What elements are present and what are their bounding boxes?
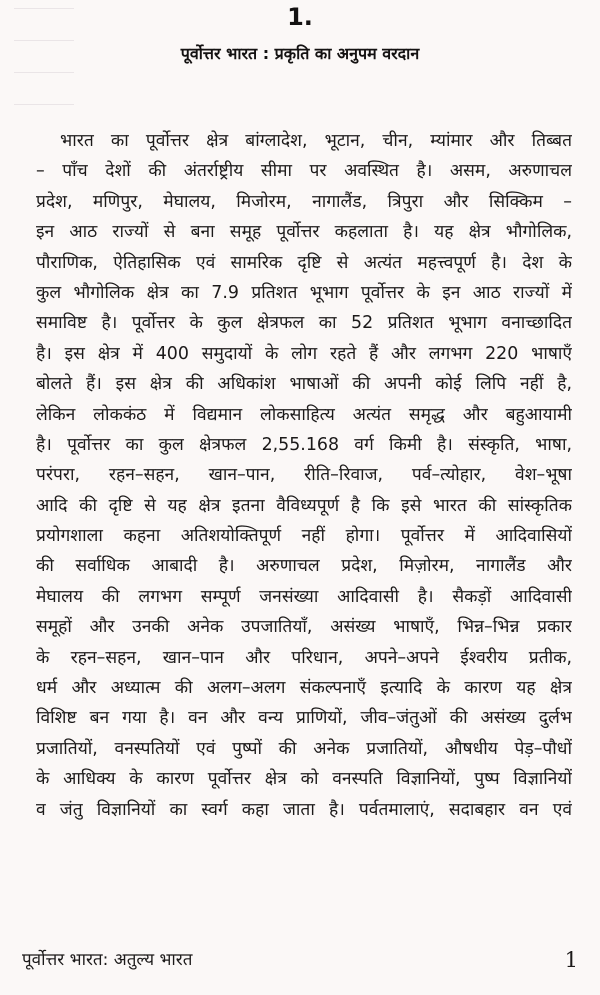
running-title: पूर्वोत्तर भारत: अतुल्य भारत — [22, 950, 193, 970]
body-line: कुल भौगोलिक क्षेत्र का 7.9 प्रतिशत भूभाग पूर्वोत्तर के इन आठ राज्यों में — [36, 282, 572, 303]
body-line: के आधिक्य के कारण पूर्वोत्तर क्षेत्र को वनस्पति विज्ञानियों, पुष्प विज्ञानियों — [36, 769, 572, 790]
body-line: पौराणिक, ऐतिहासिक एवं सामरिक दृष्टि से अत्यंत महत्त्वपूर्ण है। देश के — [36, 252, 572, 273]
body-line: की सर्वाधिक आबादी है। अरुणाचल प्रदेश, मिज़ोरम, नागालैंड और — [36, 556, 572, 577]
body-line: भारत का पूर्वोत्तर क्षेत्र बांग्लादेश, भूटान, चीन, म्यांमार और तिब्बत — [60, 131, 572, 151]
body-line: प्रदेश, मणिपुर, मेघालय, मिजोरम, नागालैंड, त्रिपुरा और सिक्किम – — [36, 191, 572, 212]
body-line: धर्म और अध्यात्म की अलग–अलग संकल्पनाएँ इत्यादि के कारण यह क्षेत्र — [36, 678, 572, 699]
body-line: बोलते हैं। इस क्षेत्र की अधिकांश भाषाओं की अपनी कोई लिपि नहीं है, — [36, 374, 572, 395]
body-line: के रहन–सहन, खान–पान और परिधान, अपने–अपने ईश्वरीय प्रतीक, — [36, 647, 572, 668]
chapter-number: 1. — [287, 3, 313, 31]
body-line: समाविष्ट है। पूर्वोत्तर के कुल क्षेत्रफल का 52 प्रतिशत भूभाग वनाच्छादित — [36, 313, 572, 334]
body-line: विशिष्ट बन गया है। वन और वन्य प्राणियों, जीव–जंतुओं की असंख्य दुर्लभ — [36, 708, 572, 729]
chapter-title: पूर्वोत्तर भारत : प्रकृति का अनुपम वरदान — [180, 44, 420, 63]
body-paragraph — [36, 126, 572, 825]
body-line: आदि की दृष्टि से यह क्षेत्र इतना वैविध्यपूर्ण है कि इसे भारत की सांस्कृतिक — [36, 495, 572, 516]
page-number: 1 — [564, 948, 578, 972]
body-line: समूहों और उनकी अनेक उपजातियाँ, असंख्य भाषाएँ, भिन्न–भिन्न प्रकार — [36, 617, 572, 638]
bleed-through-mark — [14, 104, 74, 115]
body-line: – पाँच देशों की अंतर्राष्ट्रीय सीमा पर अवस्थित है। असम, अरुणाचल — [36, 161, 572, 182]
page-footer — [0, 940, 600, 980]
body-line: प्रयोगशाला कहना अतिशयोक्तिपूर्ण नहीं होगा। पूर्वोत्तर में आदिवासियों — [36, 526, 572, 547]
body-line: है। इस क्षेत्र में 400 समुदायों के लोग रहते हैं और लगभग 220 भाषाएँ — [36, 343, 572, 364]
body-line: इन आठ राज्यों से बना समूह पूर्वोत्तर कहलाता है। यह क्षेत्र भौगोलिक, — [36, 222, 572, 243]
body-line: मेघालय की लगभग सम्पूर्ण जनसंख्या आदिवासी है। सैकड़ों आदिवासी — [36, 586, 572, 607]
body-line: व जंतु विज्ञानियों का स्वर्ग कहा जाता है। पर्वतमालाएं, सदाबहार वन एवं — [36, 799, 572, 820]
body-line: प्रजातियों, वनस्पतियों एवं पुष्पों की अनेक प्रजातियों, औषधीय पेड़–पौधों — [36, 738, 572, 759]
body-line: लेकिन लोककंठ में विद्यमान लोकसाहित्य अत्यंत समृद्ध और बहुआयामी — [36, 404, 572, 425]
body-line: है। पूर्वोत्तर का कुल क्षेत्रफल 2,55.168 वर्ग किमी है। संस्कृति, भाषा, — [36, 434, 572, 455]
body-line: परंपरा, रहन–सहन, खान–पान, रीति–रिवाज, पर्व–त्योहार, वेश–भूषा — [36, 465, 572, 486]
